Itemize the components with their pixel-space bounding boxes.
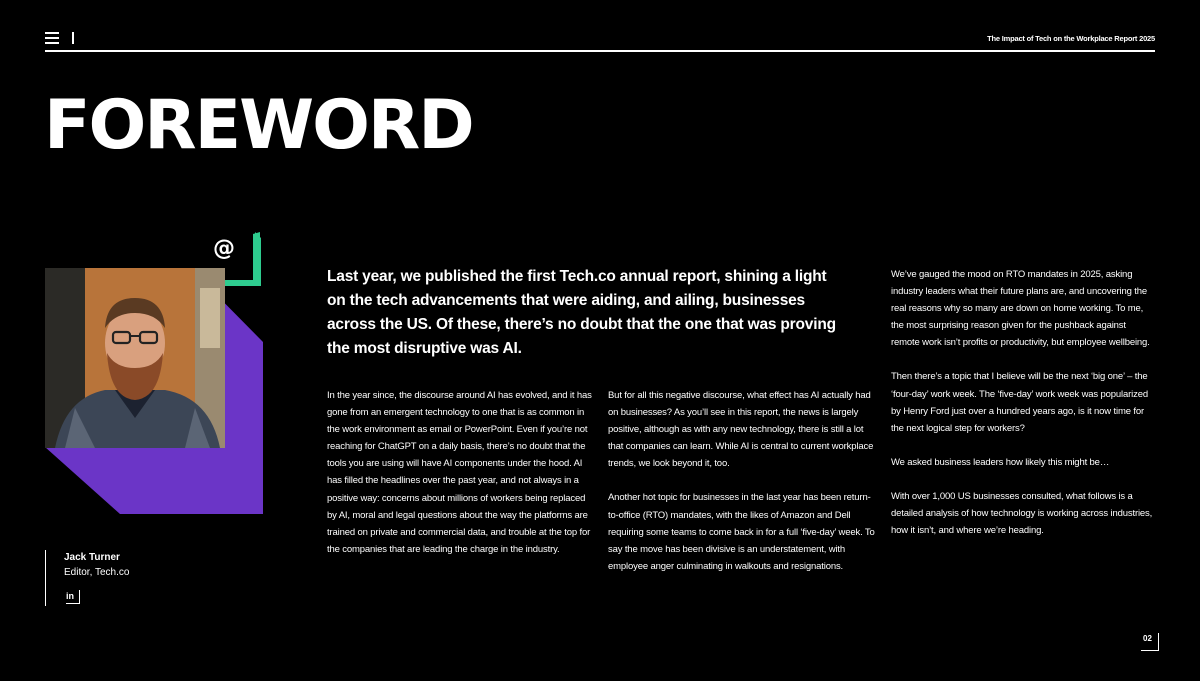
body-paragraph: But for all this negative discourse, what effect has AI actually had on businesses? As you’ll see in this report, the news is largely positive, although as with any new technology, there is still a lot that companies can learn. While AI is central to current workplace trends, we look beyond it, too. — [608, 390, 874, 470]
body-paragraph: Then there’s a topic that I believe will be the next ‘big one’ – the ‘four-day’ work week. The ‘five-day’ work week was popularized by Henry Ford just over a hundred years ago, is it now time for the next logical step for workers? — [891, 371, 1148, 434]
page-number: 02 — [1141, 633, 1159, 651]
report-title: The Impact of Tech on the Workplace Report 2025 — [987, 34, 1155, 43]
body-paragraph: In the year since, the discourse around AI has evolved, and it has gone from an emergent technology to one that is as common in the work environment as email or PowerPoint. Even if you’re not reaching for ChatGPT on a daily basis, there’s no doubt that the tools you are using will have AI components under the hood. AI has filled the headlines over the past year, and not always in a positive way: concerns about millions of workers being replaced by AI, moral and legal questions about the way the platforms are trained on private and commercial data, and trouble at the top for the companies that are leading the charge in the industry. — [327, 390, 592, 555]
author-credit — [45, 550, 129, 606]
at-badge: @ — [213, 236, 235, 261]
body-paragraph: With over 1,000 US businesses consulted, what follows is a detailed analysis of how technology is working across industries, how it isn’t, and where we’re heading. — [891, 490, 1153, 537]
top-bar — [45, 28, 1155, 52]
menu-icon[interactable] — [45, 32, 59, 44]
author-role: Editor, Tech.co — [64, 567, 130, 578]
author-photo — [45, 268, 225, 448]
body-column-2 — [608, 387, 876, 592]
header-rule — [45, 50, 1155, 52]
body-paragraph: We asked business leaders how likely this might be… — [891, 456, 1110, 468]
lead-paragraph: Last year, we published the first Tech.co annual report, shining a light on the tech advancements that were aiding, and ailing, businesses across the US. Of these, there’s no doubt that the one that was proving the most disruptive was AI. — [327, 268, 836, 358]
linkedin-icon[interactable]: in — [66, 590, 80, 604]
top-divider — [72, 32, 74, 44]
page-title: FOREWORD — [44, 86, 473, 165]
body-paragraph: Another hot topic for businesses in the last year has been return-to-office (RTO) mandates, with the likes of Amazon and Dell requiring some teams to come back in for a full ‘five-day’ week. To say the move has been divisive is an understatement, with employee anger culminating in walkouts and resignations. — [608, 492, 875, 572]
body-column-3 — [891, 266, 1153, 556]
body-paragraph: We’ve gauged the mood on RTO mandates in 2025, asking industry leaders what their future plans are, and uncovering the real reasons why so many are down on home working. To me, the most surprising reason given for the pushback against remote work isn’t profits or productivity, but employee wellbeing. — [891, 269, 1150, 349]
body-column-1 — [327, 387, 597, 575]
author-portrait-block — [45, 232, 265, 517]
author-name: Jack Turner — [64, 552, 120, 563]
